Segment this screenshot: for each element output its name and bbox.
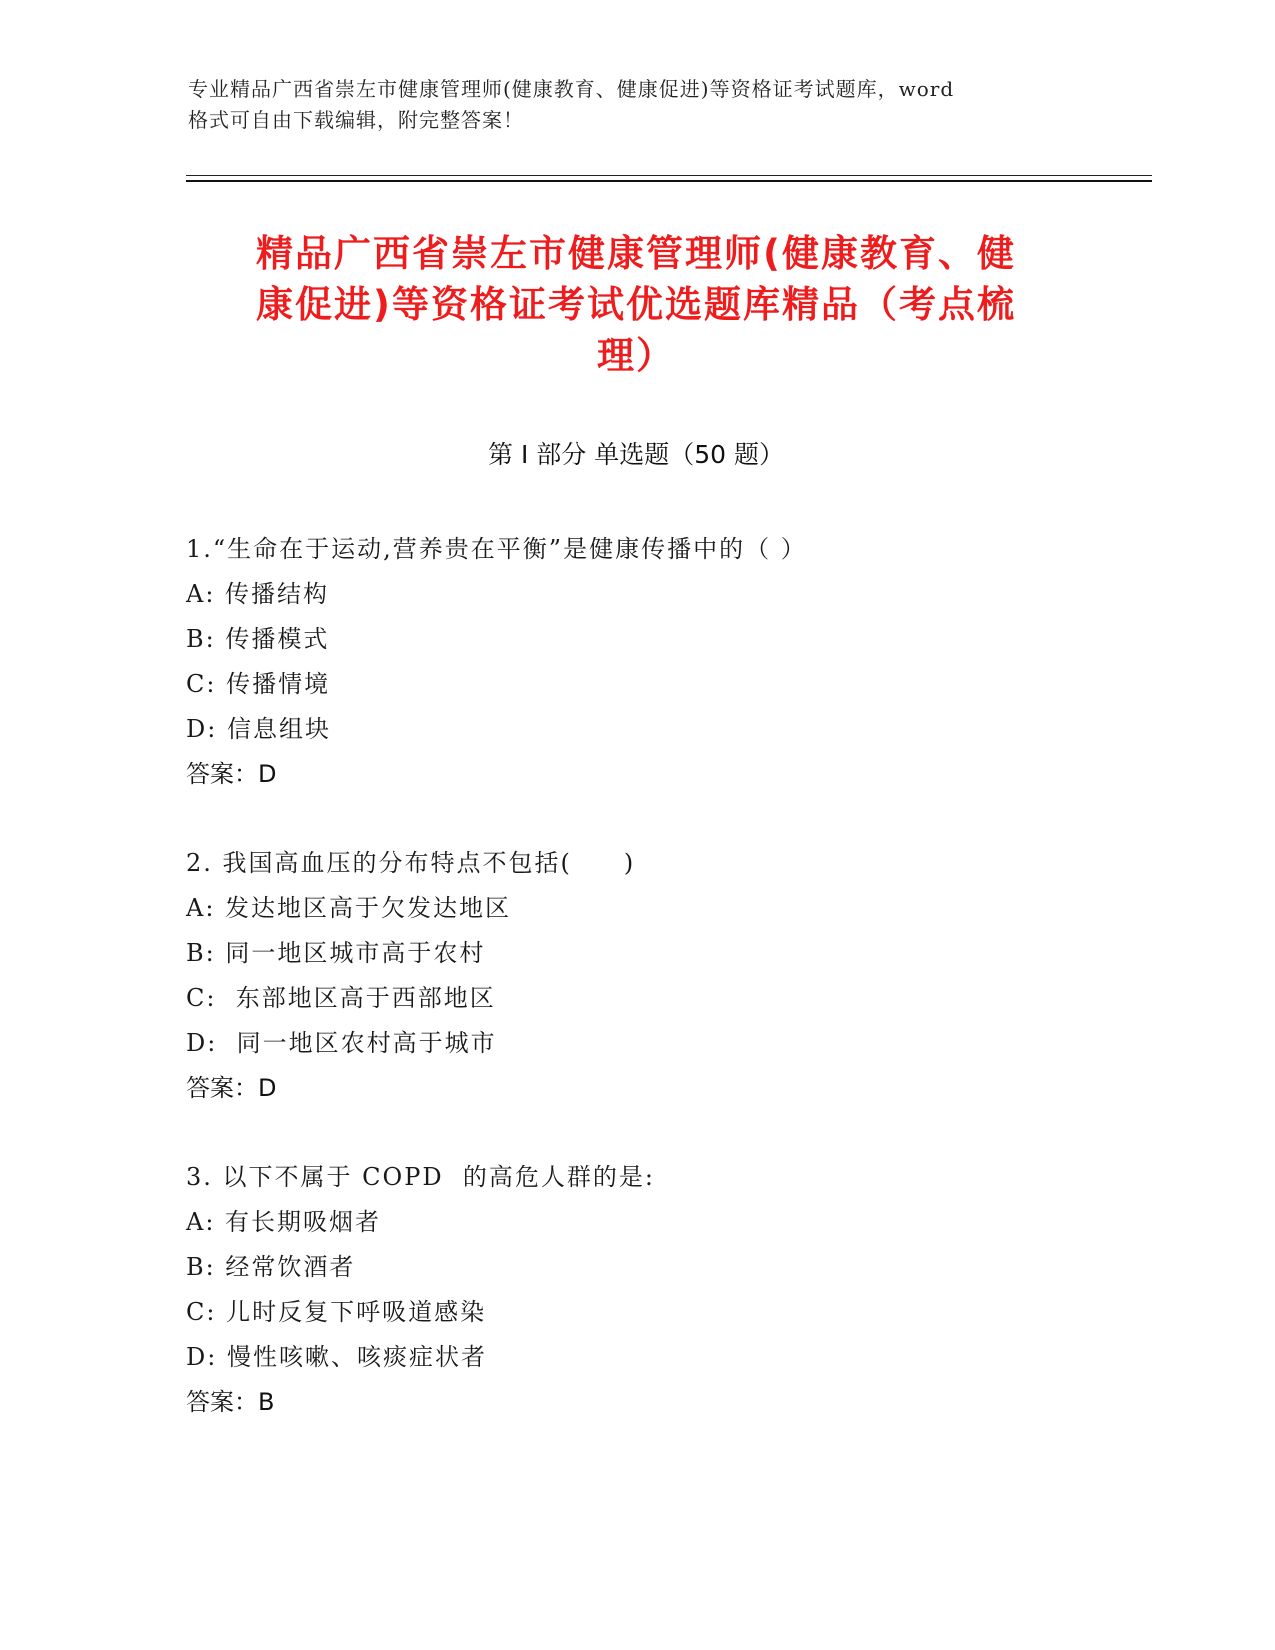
section-heading: 第 I 部分 单选题（50 题）	[488, 440, 784, 469]
answer-text: 答案：D	[186, 1074, 277, 1102]
header-divider-thick	[186, 180, 1152, 182]
option-a: A: 传播结构	[186, 580, 330, 608]
option-c: C: 传播情境	[186, 670, 331, 698]
question-3	[186, 1155, 1106, 1425]
question-stem: 2. 我国高血压的分布特点不包括( )	[186, 849, 636, 877]
option-d: D: 信息组块	[186, 715, 331, 743]
title-line-2: 康促进)等资格证考试优选题库精品（考点梳	[256, 283, 1016, 326]
option-a: A: 有长期吸烟者	[186, 1208, 382, 1236]
question-list	[186, 527, 1106, 1469]
header-divider-thin	[186, 175, 1152, 176]
option-d: D: 同一地区农村高于城市	[186, 1029, 497, 1057]
document-title	[186, 228, 1086, 381]
answer-text: 答案：B	[186, 1388, 275, 1416]
option-d: D: 慢性咳嗽、咳痰症状者	[186, 1343, 487, 1371]
question-stem: 1.“生命在于运动,营养贵在平衡”是健康传播中的（ ）	[186, 535, 807, 563]
header-note-line-1: 专业精品广西省崇左市健康管理师(健康教育、健康促进)等资格证考试题库，word	[188, 77, 955, 101]
option-b: B: 同一地区城市高于农村	[186, 939, 486, 967]
question-2	[186, 841, 1106, 1111]
option-a: A: 发达地区高于欠发达地区	[186, 894, 512, 922]
option-b: B: 传播模式	[186, 625, 330, 653]
answer-text: 答案：D	[186, 760, 277, 788]
question-1	[186, 527, 1106, 797]
header-note-line-2: 格式可自由下载编辑，附完整答案！	[188, 108, 524, 132]
option-b: B: 经常饮酒者	[186, 1253, 356, 1281]
title-line-3: 理）	[597, 334, 675, 377]
title-line-1: 精品广西省崇左市健康管理师(健康教育、健	[256, 232, 1016, 275]
question-stem: 3. 以下不属于 COPD 的高危人群的是:	[186, 1163, 655, 1191]
option-c: C: 儿时反复下呼吸道感染	[186, 1298, 487, 1326]
option-c: C: 东部地区高于西部地区	[186, 984, 496, 1012]
header-note	[188, 74, 1088, 136]
